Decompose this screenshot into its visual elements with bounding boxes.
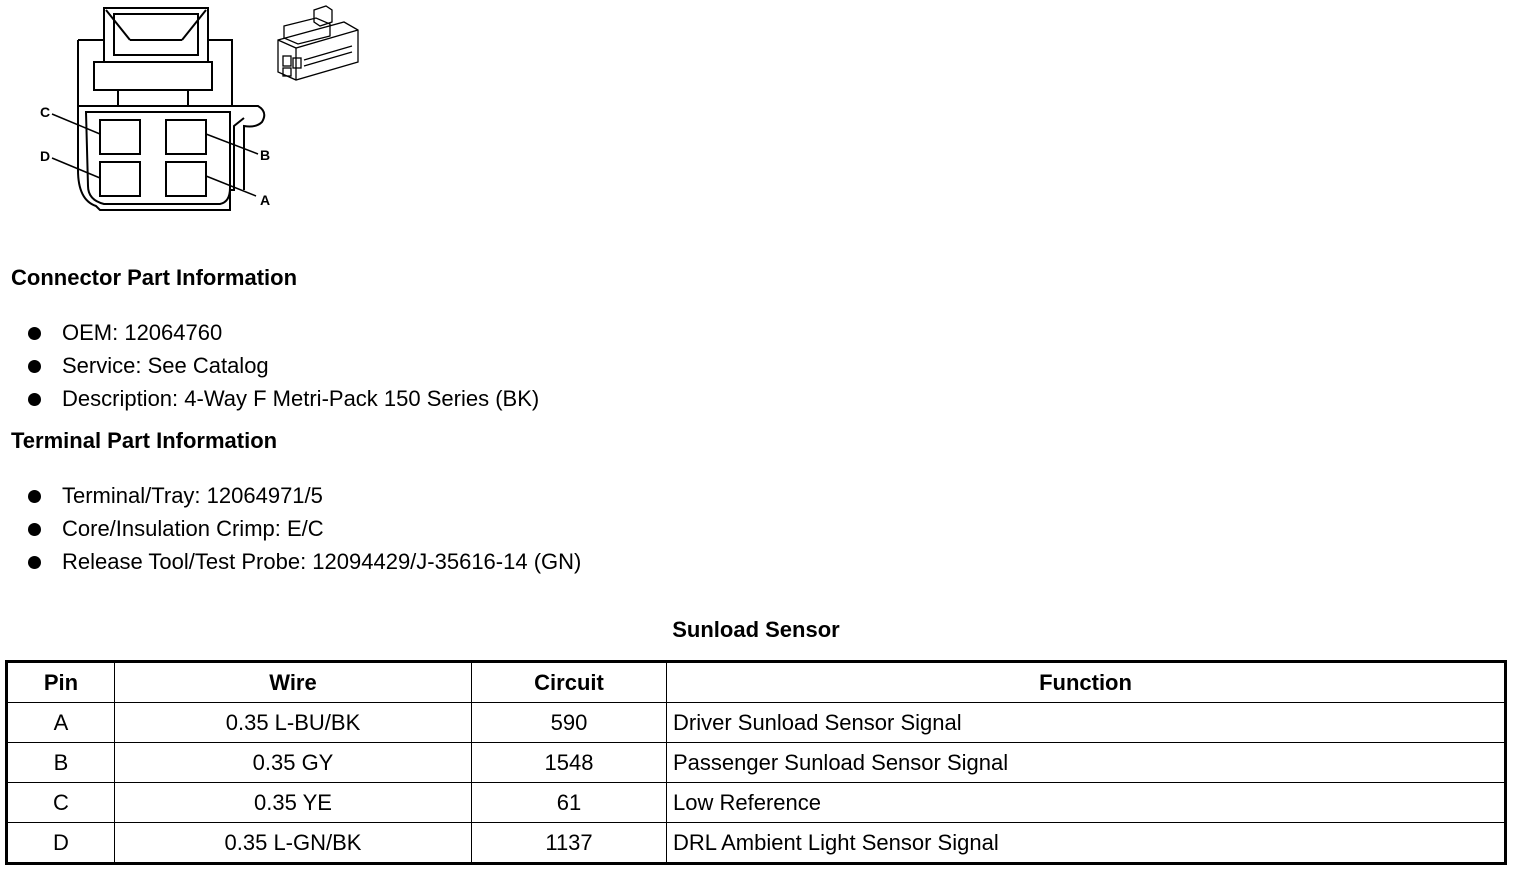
connector-latch	[104, 8, 208, 62]
connector-diagram	[0, 0, 400, 230]
bullet-icon	[28, 360, 41, 373]
terminal-part-heading: Terminal Part Information	[11, 428, 278, 453]
pin-cell: A	[7, 703, 115, 743]
function-cell: Low Reference	[667, 783, 1506, 823]
column-header-circuit: Circuit	[472, 662, 667, 703]
bullet-icon	[28, 556, 41, 569]
connector-body	[78, 40, 244, 210]
circuit-cell: 1548	[472, 743, 667, 783]
list-item: OEM: 12064760	[28, 318, 539, 351]
pin-label-a: A	[260, 192, 271, 208]
connector-part-list	[28, 318, 539, 417]
cavity-b	[166, 120, 206, 154]
circuit-cell: 590	[472, 703, 667, 743]
connector-part-heading: Connector Part Information	[11, 265, 298, 290]
bullet-icon	[28, 490, 41, 503]
pin-label-c: C	[40, 104, 51, 120]
wire-cell: 0.35 L-BU/BK	[115, 703, 472, 743]
list-item: Terminal/Tray: 12064971/5	[28, 481, 581, 514]
list-item: Core/Insulation Crimp: E/C	[28, 514, 581, 547]
table-row	[7, 823, 1506, 864]
wire-cell: 0.35 GY	[115, 743, 472, 783]
connector-thumbnail	[278, 6, 358, 80]
cavity-d	[100, 162, 140, 196]
table-title: Sunload Sensor	[672, 617, 840, 642]
circuit-cell: 61	[472, 783, 667, 823]
pin-label-d: D	[40, 148, 51, 164]
table-row	[7, 703, 1506, 743]
pin-label-b: B	[260, 147, 271, 163]
wire-cell: 0.35 YE	[115, 783, 472, 823]
bullet-icon	[28, 393, 41, 406]
column-header-function: Function	[667, 662, 1506, 703]
bullet-icon	[28, 523, 41, 536]
circuit-cell: 1137	[472, 823, 667, 864]
wire-cell: 0.35 L-GN/BK	[115, 823, 472, 864]
function-cell: DRL Ambient Light Sensor Signal	[667, 823, 1506, 864]
pin-cell: B	[7, 743, 115, 783]
bullet-icon	[28, 327, 41, 340]
list-item: Description: 4-Way F Metri-Pack 150 Series (BK)	[28, 384, 539, 417]
terminal-part-list	[28, 481, 581, 580]
list-item: Service: See Catalog	[28, 351, 539, 384]
table-row	[7, 743, 1506, 783]
pin-cell: D	[7, 823, 115, 864]
pinout-table	[5, 660, 1507, 865]
table-row	[7, 783, 1506, 823]
column-header-wire: Wire	[115, 662, 472, 703]
function-cell: Passenger Sunload Sensor Signal	[667, 743, 1506, 783]
column-header-pin: Pin	[7, 662, 115, 703]
cavity-c	[100, 120, 140, 154]
list-item: Release Tool/Test Probe: 12094429/J-35616-14 (GN)	[28, 547, 581, 580]
cavity-a	[166, 162, 206, 196]
pin-cell: C	[7, 783, 115, 823]
table-header-row	[7, 662, 1506, 703]
function-cell: Driver Sunload Sensor Signal	[667, 703, 1506, 743]
